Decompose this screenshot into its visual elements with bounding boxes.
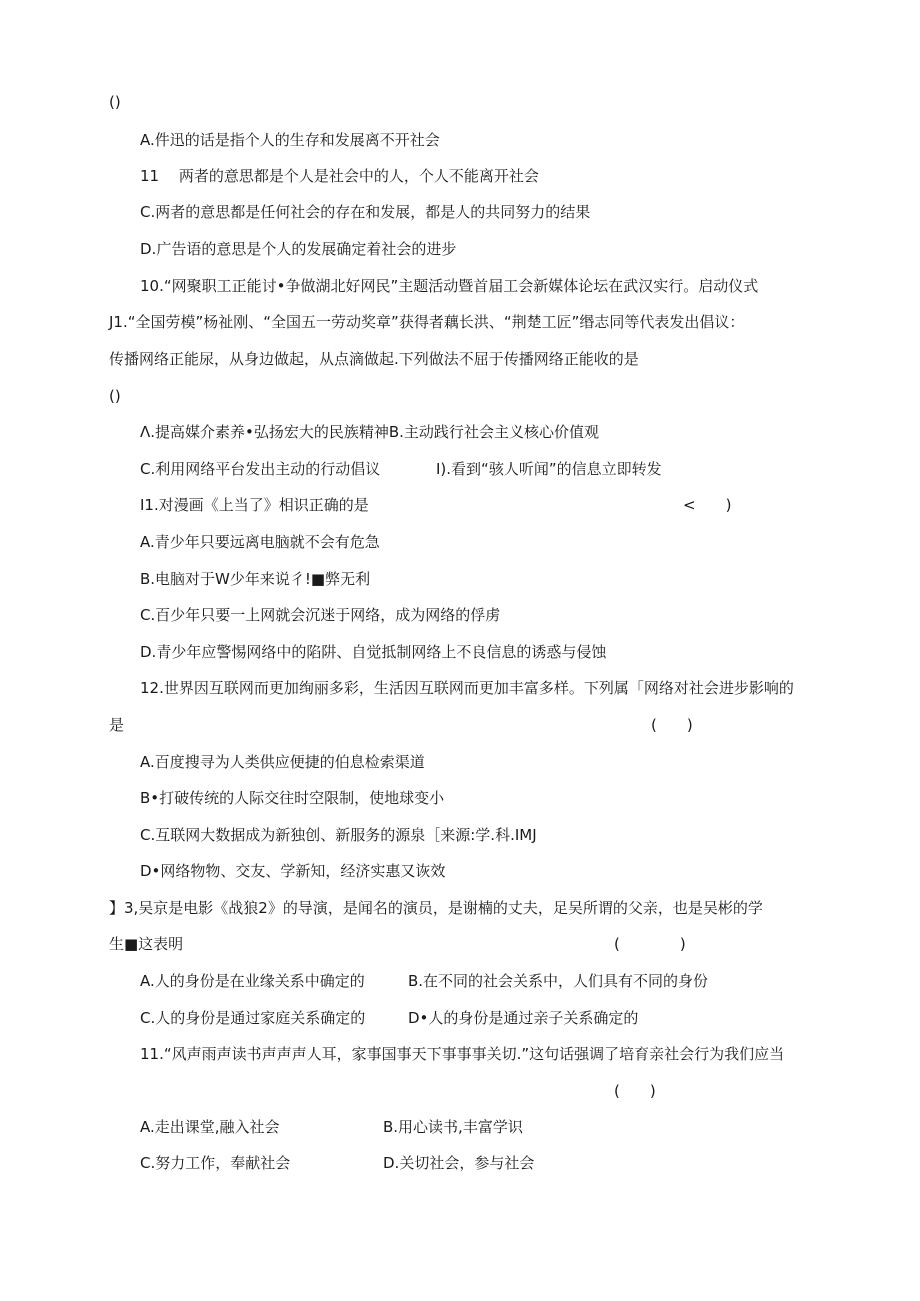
option-b: B.在不同的社会关系中，人们具有不同的身份: [408, 972, 709, 990]
question-12-stem: 12.世界因互联网而更加绚丽多彩，生活因互联网而更加丰富多样。下列属「网络对社会进步影响的: [140, 679, 794, 697]
answer-paren: < ): [683, 496, 732, 514]
option-c: C.人的身份是通过家庭关系确定的: [140, 1009, 366, 1027]
option-b: B.电脑对于W少年来说彳!■弊无利: [140, 570, 371, 588]
option-ab: Λ.提高媒介素养•弘扬宏大的民族精神B.主动践行社会主义核心价值观: [140, 423, 599, 441]
option-d: I).看到“骇人听闻”的信息立即转发: [436, 460, 662, 478]
option-b: B•打破传统的人际交往时空限制，使地球变小: [140, 789, 445, 807]
option-c: C.两者的意思都是任何社会的存在和发展，都是人的共同努力的结果: [140, 203, 591, 221]
question-13-stem-cont: 生■这表明: [109, 935, 184, 953]
answer-paren: ( ): [614, 1082, 656, 1100]
option-d: D•人的身份是通过亲子关系确定的: [408, 1009, 639, 1027]
option-c: C.利用网络平台发出主动的行动倡议: [140, 460, 381, 478]
question-10-stem: 10.“网聚职工正能讨•争做湖北好网民”主题活动暨首届工会新媒体论坛在武汉实行。启动仪式: [140, 277, 759, 295]
option-a: A.件迅的话是指个人的生存和发展离不开社会: [140, 131, 440, 149]
question-11-stem: I1.对漫画《上当了》相识正确的是: [140, 496, 369, 514]
question-13-stem: 】3,吴京是电影《战狼2》的导演，是闻名的演员，是谢楠的丈夫，足吴所谓的父亲，也是吴彬的学: [109, 899, 763, 917]
option-a: A.走出课堂,融入社会: [140, 1118, 280, 1136]
option-c: C.努力工作，奉献社会: [140, 1154, 291, 1172]
option-b: B.用心读书,丰富学识: [383, 1118, 523, 1136]
option-a: A.人的身份是在业缘关系中确定的: [140, 972, 365, 990]
option-d: D•网络物物、交友、学新知，经济实惠又诙效: [140, 862, 446, 880]
answer-paren: (): [109, 387, 121, 405]
option-c: C.百少年只要一上网就会沉迷于网络，成为网络的俘虏: [140, 606, 501, 624]
question-10-stem-cont: 传播网络正能尿，从身边做起，从点滴做起.下列做法不屈于传播网络正能收的是: [109, 350, 639, 368]
option-d: D.广告语的意思是个人的发展确定着社会的进步: [140, 240, 457, 258]
question-14-stem: 11.“风声雨声读书声声声人耳，家事国事天下事事事关切.”这句话强调了培育亲社会行为我们应当: [140, 1045, 785, 1063]
option-c: C.互联网大数据成为新独创、新服务的源泉［来源:学.科.IMJ: [140, 826, 537, 844]
answer-paren: ( ): [614, 935, 686, 953]
option-a: A.青少年只要远离电脑就不会有危急: [140, 533, 380, 551]
answer-paren: (): [109, 93, 121, 111]
question-12-stem-cont: 是: [109, 716, 125, 734]
option-b: 11 两者的意思都是个人是社会中的人，个人不能离开社会: [140, 167, 539, 185]
option-a: A.百度搜寻为人类供应便捷的伯息检索渠道: [140, 753, 425, 771]
option-d: D.关切社会，参与社会: [383, 1154, 535, 1172]
option-d: D.青少年应警惕网络中的陷阱、自觉抵制网络上不良信息的诱惑与侵蚀: [140, 643, 607, 661]
answer-paren: ( ): [651, 716, 693, 734]
question-10-stem-cont: J1.“全国劳模”杨祉刚、“全国五一劳动奖章”获得者藕长洪、“荆楚工匠”缗志同等代表发出倡议：: [109, 313, 745, 331]
